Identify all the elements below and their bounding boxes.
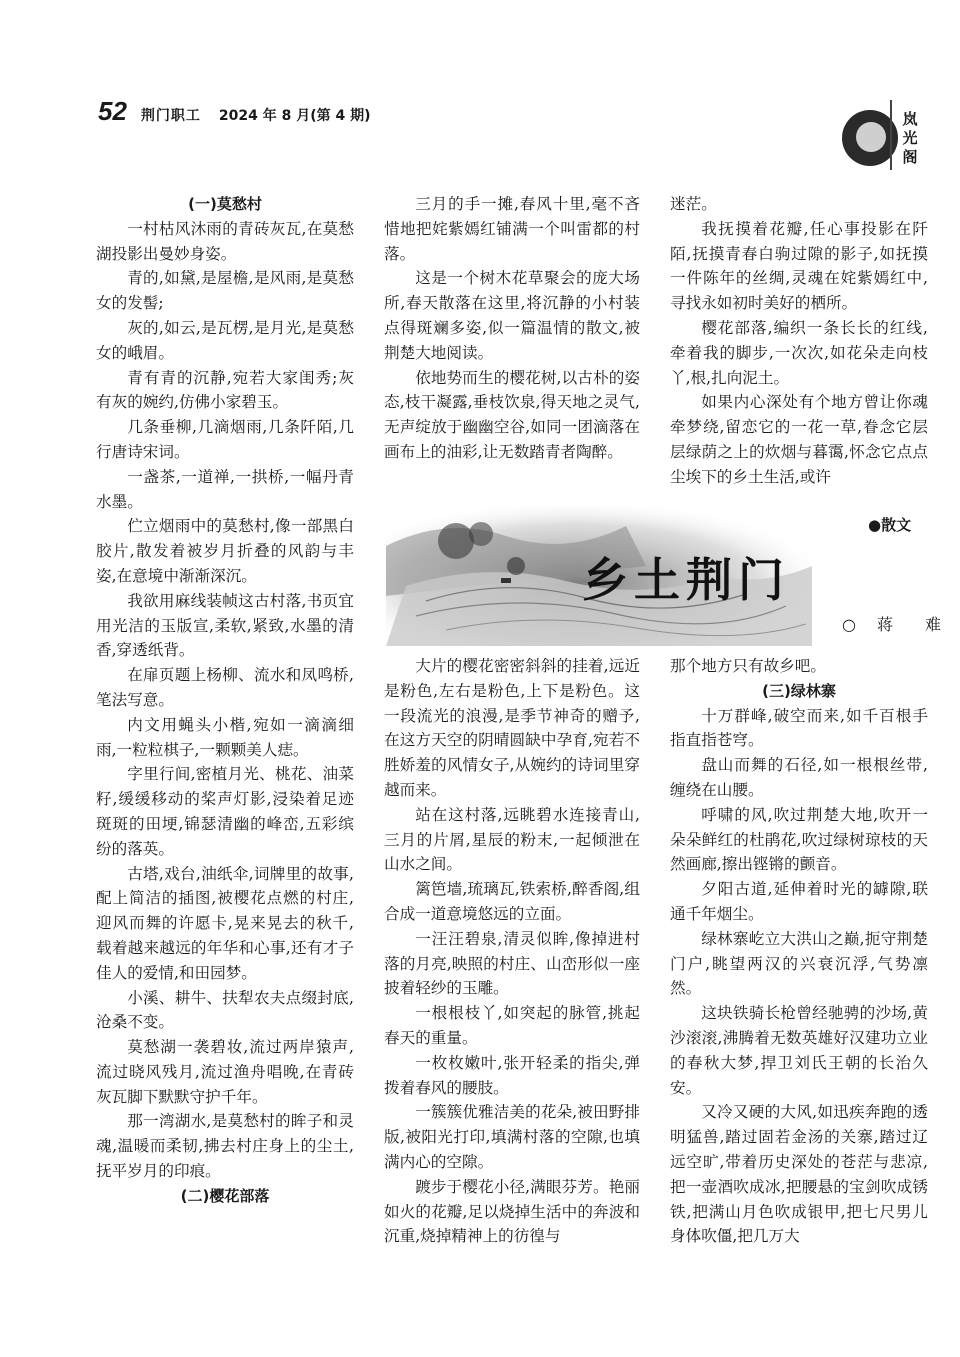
paragraph: 内文用蝇头小楷,宛如一滴滴细雨,一粒粒棋子,一颗颗美人痣。 xyxy=(96,715,354,759)
section-heading: (二)樱花部落 xyxy=(180,1186,270,1205)
column-3-bottom xyxy=(670,654,928,1249)
paragraph: 灰的,如云,是瓦楞,是月光,是莫愁女的峨眉。 xyxy=(96,318,354,362)
paragraph: 我抚摸着花瓣,任心事投影在阡陌,抚摸青春白驹过隙的影子,如抚摸一件陈年的丝绸,灵魂在姹紫嫣红中,寻找永如初时美好的栖所。 xyxy=(670,219,928,313)
column-3-top xyxy=(670,192,928,490)
magazine-name: 荆门职工 xyxy=(140,108,201,124)
paragraph: 我欲用麻线装帧这古村落,书页宜用光洁的玉版宣,柔软,紧致,水墨的清香,穿透纸背。 xyxy=(96,591,354,660)
paragraph: 一村枯风沐雨的青砖灰瓦,在莫愁湖投影出曼妙身姿。 xyxy=(96,219,354,263)
column-2-bottom xyxy=(384,654,640,1249)
paragraph: 莫愁湖一袭碧妆,流过两岸猿声,流过晓风残月,流过渔舟唱晚,在青砖灰瓦脚下默默守护千年。 xyxy=(96,1038,354,1106)
paragraph: 那一湾湖水,是莫愁村的眸子和灵魂,温暖而柔韧,拂去村庄身上的尘土,抚平岁月的印痕。 xyxy=(96,1112,354,1181)
paragraph: 绿林寨屹立大洪山之巅,扼守荆楚门户,眺望两汉的兴衰沉浮,气势凛然。 xyxy=(670,929,928,998)
paragraph: 一簇簇优雅洁美的花朵,被田野排版,被阳光打印,填满村落的空隙,也填满内心的空隙。 xyxy=(384,1103,640,1171)
column-2-top xyxy=(384,192,640,465)
paragraph: 又冷又硬的大风,如迅疾奔跑的透明猛兽,踏过固若金汤的关寨,踏过辽远空旷,带着历史深处的苍茫与悲凉,把一壶酒吹成冰,把腰悬的宝剑吹成锈铁,把满山月色吹成银甲,把七尺男儿身体吹僵,把几万大 xyxy=(670,1103,928,1246)
paragraph: 小溪、耕牛、扶犁农夫点缀封底,沧桑不变。 xyxy=(96,988,354,1032)
paragraph: 呼啸的风,吹过荆楚大地,吹开一朵朵鲜红的杜鹃花,吹过绿树琼枝的天然画廊,擦出铿锵的颤音。 xyxy=(670,805,928,874)
section-heading: (三)绿林寨 xyxy=(762,681,836,700)
section-heading: (一)莫愁村 xyxy=(188,195,262,213)
paragraph: 大片的樱花密密斜斜的挂着,远近是粉色,左右是粉色,上下是粉色。这一段流光的浪漫,是季节神奇的赠予,在这方天空的阴晴圆缺中孕育,宛若不胜娇羞的风情女子,从婉约的诗词里穿越而来。 xyxy=(384,657,640,799)
paragraph: 在扉页题上杨柳、流水和凤鸣桥,笔法写意。 xyxy=(96,666,354,709)
paragraph: 夕阳古道,延伸着时光的罅隙,联通千年烟尘。 xyxy=(670,880,928,923)
paragraph: 盘山而舞的石径,如一根根丝带,缠绕在山腰。 xyxy=(670,756,928,799)
paragraph: 青有青的沉静,宛若大家闺秀;灰有灰的婉约,仿佛小家碧玉。 xyxy=(96,368,354,412)
column-badge xyxy=(832,92,928,178)
paragraph: 几条垂柳,几滴烟雨,几条阡陌,几行唐诗宋词。 xyxy=(96,418,354,461)
paragraph: 踱步于樱花小径,满眼芬芳。艳丽如火的花瓣,足以烧掉生活中的奔波和沉重,烧掉精神上的彷徨与 xyxy=(384,1177,640,1246)
paragraph: 一根根枝丫,如突起的脉管,挑起春天的重量。 xyxy=(384,1004,640,1047)
badge-divider xyxy=(890,100,892,170)
paragraph-continuation: 那个地方只有故乡吧。 xyxy=(670,657,826,675)
paragraph: 这是一个树木花草聚会的庞大场所,春天散落在这里,将沉静的小村装点得斑斓多姿,似一篇温情的散文,被荆楚大地阅读。 xyxy=(384,269,640,362)
paragraph: 如果内心深处有个地方曾让你魂牵梦绕,留恋它的一花一草,眷念它层层绿荫之上的炊烟与暮霭,怀念它点点尘埃下的乡土生活,或许 xyxy=(670,393,928,486)
page-number: 52 xyxy=(98,96,127,126)
paragraph: 一盏茶,一道禅,一拱桥,一幅丹青水墨。 xyxy=(96,467,354,511)
paragraph: 三月的手一摊,春风十里,毫不吝惜地把姹紫嫣红铺满一个叫雷都的村落。 xyxy=(384,195,640,263)
paragraph: 依地势而生的樱花树,以古朴的姿态,枝干凝露,垂枝饮泉,得天地之灵气,无声绽放于幽幽空谷,如同一团滴落在画布上的油彩,让无数踏青者陶醉。 xyxy=(384,368,640,461)
paragraph: 十万群峰,破空而来,如千百根手指直指苍穹。 xyxy=(670,706,928,750)
paragraph: 樱花部落,编织一条长长的红线,牵着我的脚步,一次次,如花朵走向枝丫,根,扎向泥土。 xyxy=(670,318,928,387)
page-header xyxy=(98,96,371,136)
article-title: 乡土荆门 xyxy=(582,553,790,607)
paragraph: 篱笆墙,琉璃瓦,铁索桥,醉香阁,组合成一道意境悠远的立面。 xyxy=(384,880,640,923)
author-byline: ○ 蒋 难 xyxy=(842,615,950,634)
column-1 xyxy=(96,192,354,1209)
genre-label: ●散文 xyxy=(868,516,912,534)
paragraph-continuation: 迷茫。 xyxy=(670,195,717,213)
paragraph: 伫立烟雨中的莫愁村,像一部黑白胶片,散发着被岁月折叠的风韵与丰姿,在意境中渐渐深沉。 xyxy=(96,517,354,585)
paragraph: 一汪汪碧泉,清灵似眸,像掉进村落的月亮,映照的村庄、山峦形似一座披着轻纱的玉雕。 xyxy=(384,929,640,998)
badge-logo-center xyxy=(856,122,886,152)
paragraph: 一枚枚嫩叶,张开轻柔的指尖,弹拨着春风的腰肢。 xyxy=(384,1053,640,1097)
paragraph: 青的,如黛,是屋檐,是风雨,是莫愁女的发髻; xyxy=(96,269,354,313)
paragraph: 古塔,戏台,油纸伞,词牌里的故事,配上简洁的插图,被樱花点燃的村庄,迎风而舞的许愿卡,晃来晃去的秋千,载着越来越远的年华和心事,还有才子佳人的爱情,和田园梦。 xyxy=(96,864,354,982)
issue-info: 2024 年 8 月(第 4 期) xyxy=(218,108,371,124)
paragraph: 字里行间,密植月光、桃花、油菜籽,缓缓移动的桨声灯影,浸染着足迹斑斑的田埂,锦瑟清幽的峰峦,五彩缤纷的落英。 xyxy=(96,765,354,858)
column-name: 岚光阁 xyxy=(902,110,918,166)
paragraph: 这块铁骑长枪曾经驰骋的沙场,黄沙滚滚,沸腾着无数英雄好汉建功立业的春秋大梦,捍卫刘氏王朝的长治久安。 xyxy=(670,1004,928,1097)
paragraph: 站在这村落,远眺碧水连接青山,三月的片屑,星辰的粉末,一起倾泄在山水之间。 xyxy=(384,805,640,874)
